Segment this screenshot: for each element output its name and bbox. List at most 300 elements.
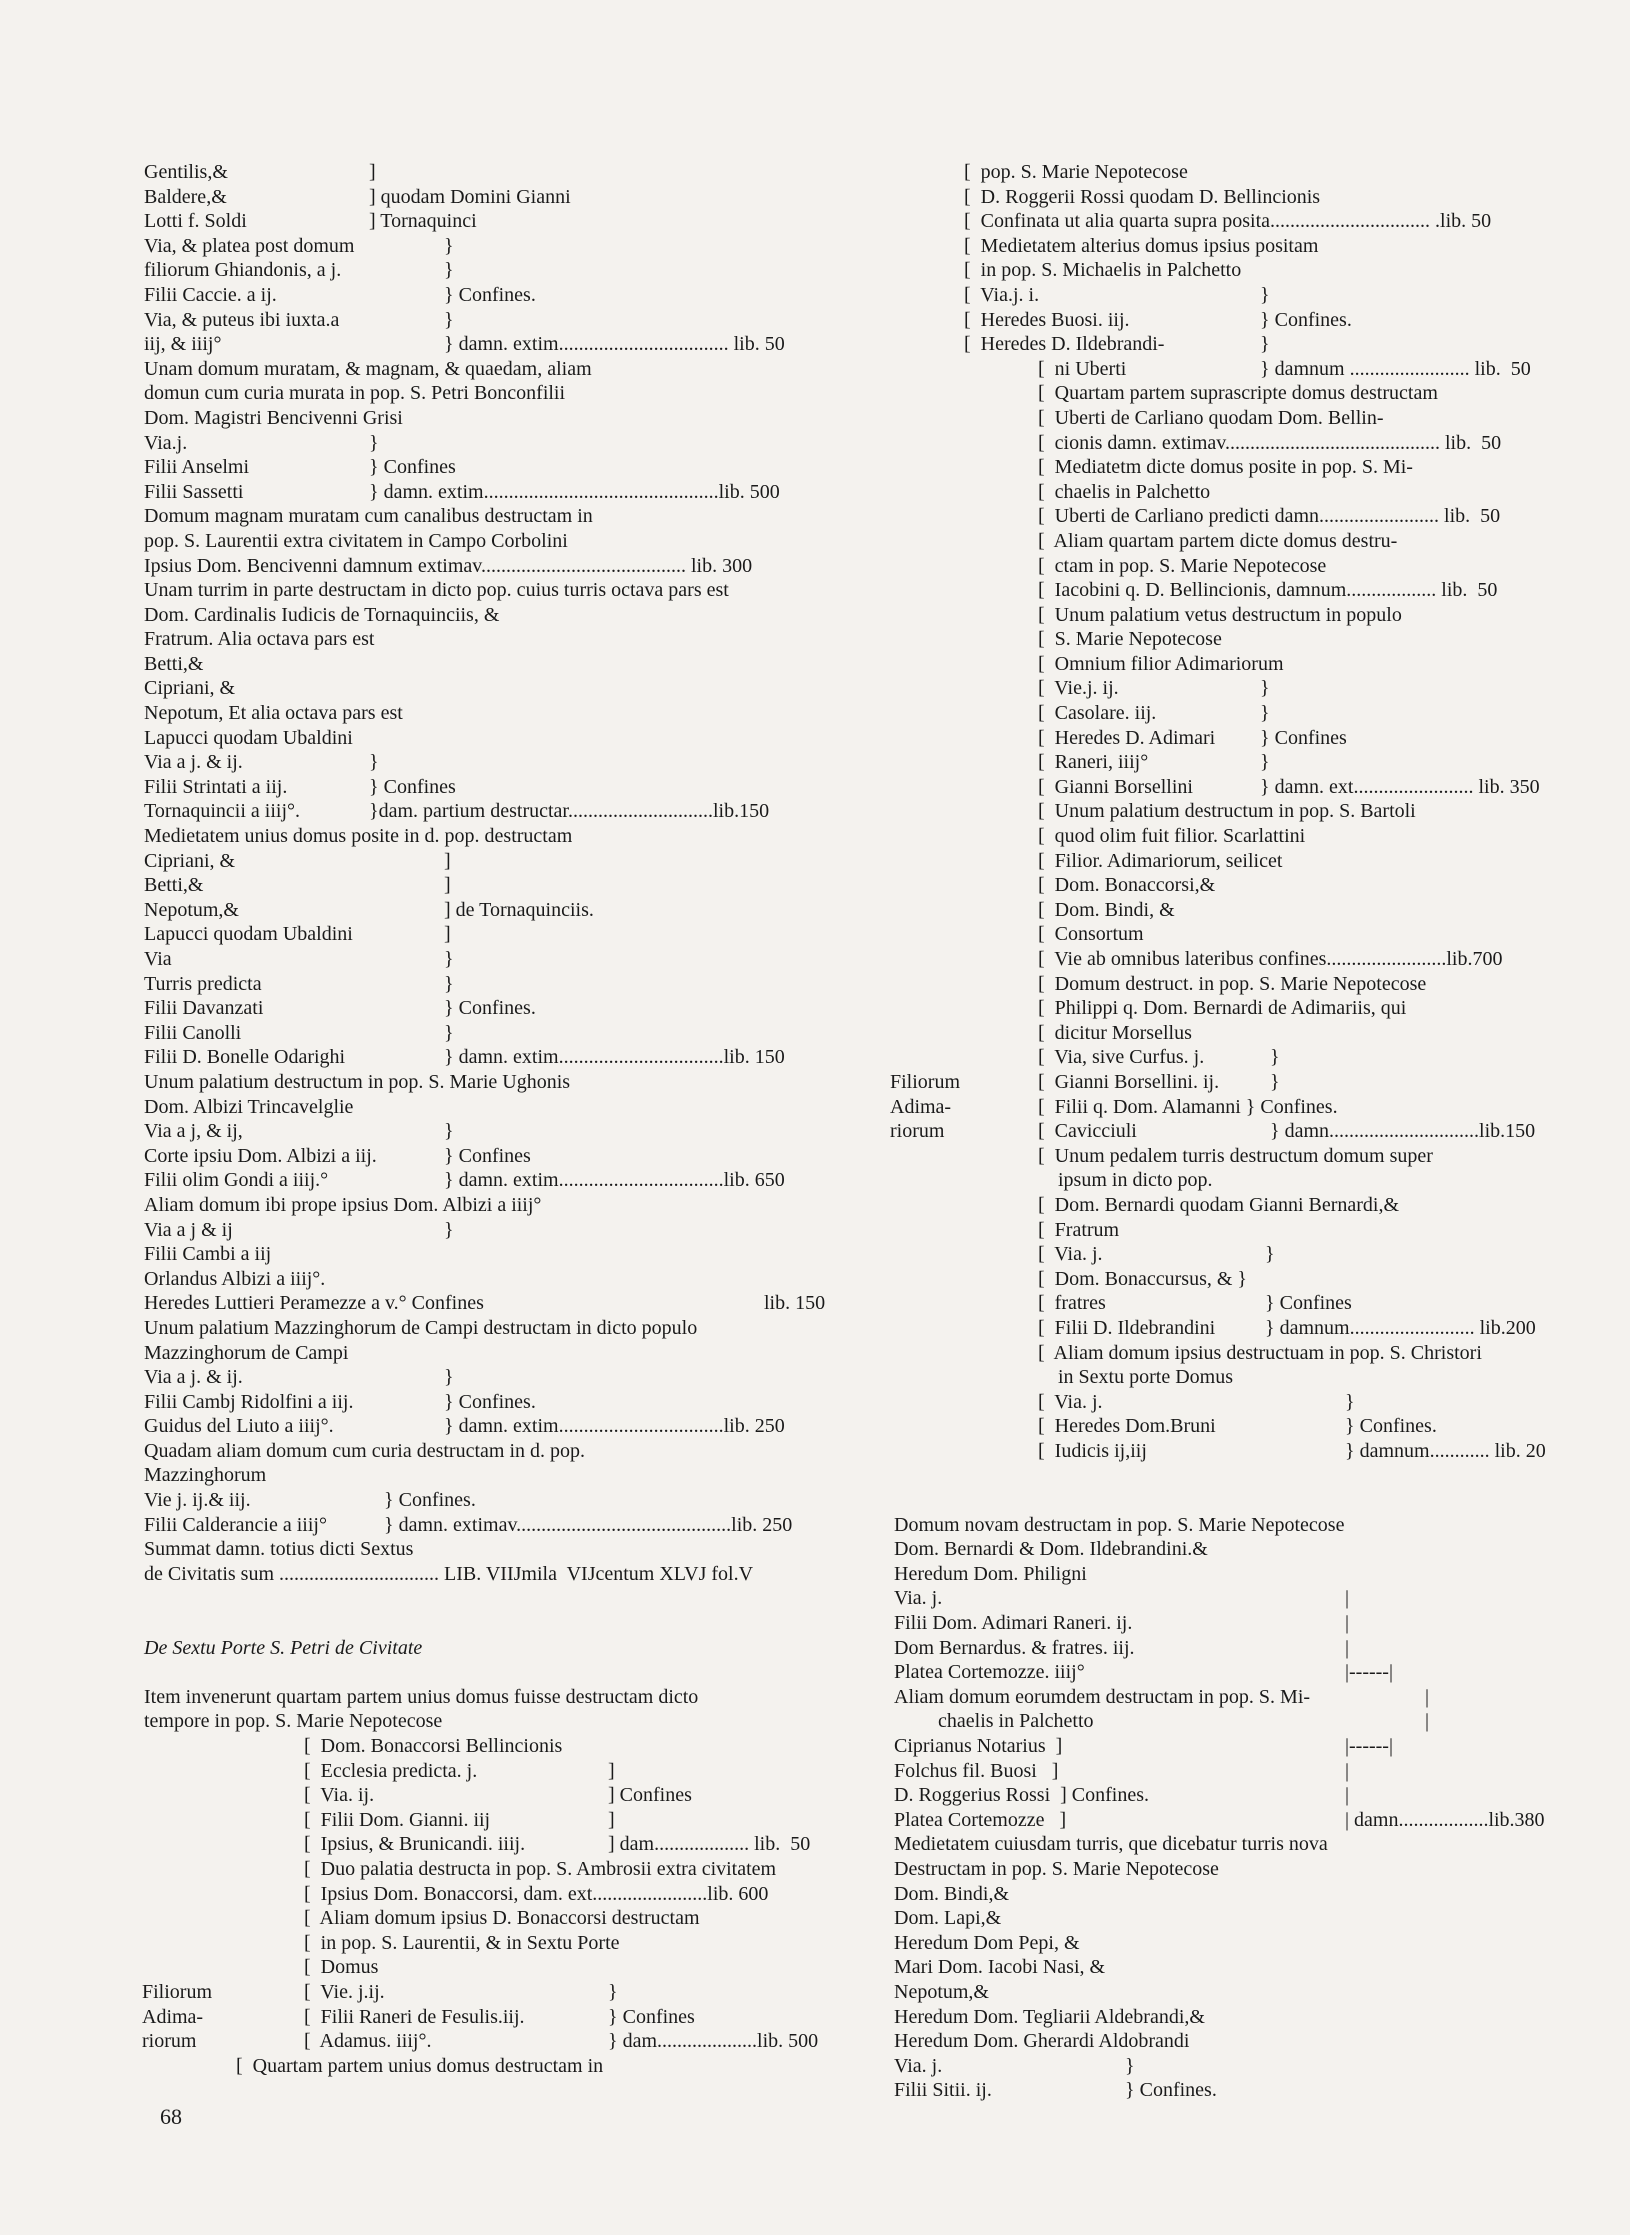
text-segment: } [369,751,379,774]
text-segment: [ Fratrum [1038,1218,1120,1241]
text-line [144,2005,844,2030]
text-segment: [ in pop. S. Laurentii, & in Sextu Porte [304,1931,620,1954]
text-line [144,627,844,652]
text-line [144,1906,844,1931]
text-segment: [ Unum palatium vetus destructum in populo [1038,603,1402,626]
text-segment: [ Ecclesia predicta. j. [304,1759,478,1782]
text-line [144,1045,844,1070]
text-line [144,455,844,480]
text-segment: |------| [1345,1661,1393,1684]
text-segment: } damnum......................... lib.200 [1265,1316,1536,1339]
text-segment: [ Cavicciuli [1038,1120,1137,1143]
text-line [890,1488,1600,1513]
text-line [890,2054,1600,2079]
text-line [144,283,844,308]
text-line [890,381,1600,406]
text-line [890,1414,1600,1439]
text-line [890,480,1600,505]
text-line [144,1267,844,1292]
text-segment: | [1345,1587,1350,1610]
text-segment: [ Heredes Dom.Bruni [1038,1415,1216,1438]
text-segment: Via a j & ij [144,1218,233,1241]
text-segment: [ ni Uberti [1038,357,1127,380]
text-line [890,357,1600,382]
text-line [144,1414,844,1439]
text-segment: Lotti f. Soldi [144,210,247,233]
text-segment: [ Uberti de Carliano predicti damn........................ lib. 50 [1038,505,1501,528]
text-line [144,1537,844,1562]
text-segment: Nepotum,& [144,898,239,921]
text-segment: Adima- [890,1095,952,1118]
text-segment: Filii Sassetti [144,480,244,503]
text-segment: } damn. extim.................................lib. 150 [444,1046,785,1069]
text-segment: Summat damn. totius dicti Sextus [144,1538,414,1561]
text-line [144,922,844,947]
text-line [144,1857,844,1882]
text-segment: [ Mediatetm dicte domus posite in pop. S. Mi- [1038,456,1413,479]
text-line [144,1882,844,1907]
text-segment: [ Heredes D. Adimari [1038,726,1216,749]
text-segment: } [1260,677,1270,700]
text-line [890,406,1600,431]
text-segment: [ Filii q. Dom. Alamanni } Confines. [1038,1095,1338,1118]
text-line [144,1144,844,1169]
text-segment: [ in pop. S. Michaelis in Palchetto [964,259,1242,282]
text-segment: } Confines [444,1144,531,1167]
text-line [890,1906,1600,1931]
text-segment: Orlandus Albizi a iiij°. [144,1267,326,1290]
text-line [144,824,844,849]
text-line [890,1341,1600,1366]
text-segment: ] dam................... lib. 50 [608,1833,811,1856]
text-segment: } [1345,1390,1355,1413]
text-segment: [ chaelis in Palchetto [1038,480,1211,503]
text-segment: } [1125,2054,1135,2077]
text-segment: } [444,234,454,257]
text-line [890,1218,1600,1243]
text-line [890,1365,1600,1390]
text-line [890,652,1600,677]
text-line [890,1808,1600,1833]
text-segment: } [1260,283,1270,306]
text-line [144,258,844,283]
text-segment: } Confines. [1125,2079,1217,2102]
text-segment: } [1270,1070,1280,1093]
text-segment: ] quodam Domini Gianni [369,185,571,208]
text-segment: [ quod olim fuit filior. Scarlattini [1038,825,1306,848]
text-segment: [ Unum palatium destructum in pop. S. Bartoli [1038,800,1416,823]
text-segment: } damn. extim.................................lib. 650 [444,1169,785,1192]
text-segment: domun cum curia murata in pop. S. Petri Bonconfilii [144,382,566,405]
text-segment: [ Duo palatia destructa in pop. S. Ambrosii extra civitatem [304,1857,777,1880]
left-column [144,160,844,2078]
text-segment: Dom Bernardus. & fratres. iij. [894,1636,1135,1659]
text-line [890,332,1600,357]
text-segment: Lapucci quodam Ubaldini [144,923,353,946]
text-segment: [ Gianni Borsellini [1038,775,1193,798]
text-segment: Domum novam destructam in pop. S. Marie Nepotecose [894,1513,1345,1536]
text-line [144,332,844,357]
text-segment: De Sextu Porte S. Petri de Civitate [144,1636,423,1659]
text-line [144,234,844,259]
text-segment: [ dicitur Morsellus [1038,1021,1192,1044]
text-segment: [ Vie. j.ij. [304,1980,385,2003]
text-line [144,701,844,726]
text-segment: [ Dom. Bonaccorsi,& [1038,874,1216,897]
text-segment: Unum palatium Mazzinghorum de Campi destructam in dicto populo [144,1316,698,1339]
text-line [890,1168,1600,1193]
text-segment: Heredes Luttieri Peramezze a v.° Confines [144,1292,484,1315]
text-segment: | [1425,1685,1430,1708]
text-line [890,1045,1600,1070]
text-segment: ] [369,161,376,183]
text-line [890,209,1600,234]
text-line [890,2078,1600,2103]
text-segment: } damnum............ lib. 20 [1345,1439,1546,1462]
text-segment: Unam turrim in parte destructam in dicto pop. cuius turris octava pars est [144,579,729,602]
text-segment: ] [608,1808,615,1831]
text-line [144,1734,844,1759]
text-segment: Filii Dom. Adimari Raneri. ij. [894,1612,1133,1635]
text-line [144,1808,844,1833]
text-line [144,750,844,775]
text-line [144,1611,844,1636]
text-line [890,1316,1600,1341]
text-line [144,1439,844,1464]
text-segment: [ S. Marie Nepotecose [1038,628,1222,651]
text-line [144,1931,844,1956]
text-segment: } damnum ........................ lib. 50 [1260,357,1531,380]
text-line [144,406,844,431]
text-line [144,652,844,677]
text-segment: Heredum Dom. Philigni [894,1562,1087,1585]
text-line [144,676,844,701]
text-segment: } Confines. [384,1489,476,1512]
text-line [890,258,1600,283]
text-segment: Betti,& [144,874,204,897]
text-segment: [ Ipsius Dom. Bonaccorsi, dam. ext.......................lib. 600 [304,1882,769,1905]
text-line [890,799,1600,824]
text-segment: ipsum in dicto pop. [1038,1169,1213,1192]
text-segment: ] [444,849,451,872]
text-segment: Dom. Magistri Bencivenni Grisi [144,406,403,429]
text-line [890,1734,1600,1759]
text-segment: Unam domum muratam, & magnam, & quaedam, aliam [144,357,592,380]
text-segment: Quadam aliam domum cum curia destructam in d. pop. [144,1439,585,1462]
text-segment: [ Vie.j. ij. [1038,677,1119,700]
text-segment: Domum magnam muratam cum canalibus destructam in [144,505,593,528]
text-line [144,1759,844,1784]
text-line [144,1832,844,1857]
text-segment: Via. j. [894,1587,943,1610]
text-segment: Filii Davanzati [144,997,264,1020]
text-line [890,1562,1600,1587]
text-line [890,1931,1600,1956]
text-segment: [ Via. j. [1038,1243,1103,1266]
text-line [890,1144,1600,1169]
text-line [144,381,844,406]
text-segment: [ Filii Raneri de Fesulis.iij. [304,2005,525,2028]
text-segment: } [444,259,454,282]
text-line [144,308,844,333]
text-segment: [ Via. ij. [304,1784,375,1807]
text-segment: Medietatem unius domus posite in d. pop. destructam [144,825,573,848]
text-line [890,554,1600,579]
text-segment: ] Confines [608,1784,692,1807]
text-segment: [ Iacobini q. D. Bellincionis, damnum.................. lib. 50 [1038,579,1498,602]
text-line [890,1611,1600,1636]
text-segment: iij, & iiij° [144,333,222,356]
text-line [144,357,844,382]
text-line [144,1021,844,1046]
text-segment: [ Dom. Bernardi quodam Gianni Bernardi,& [1038,1193,1400,1216]
text-segment: [ Uberti de Carliano quodam Dom. Bellin- [1038,406,1384,429]
text-segment: } Confines [369,456,456,479]
text-segment: | [1345,1784,1350,1807]
text-segment: Filii Cambi a iij [144,1243,272,1266]
text-segment: | [1345,1759,1350,1782]
text-line [144,554,844,579]
text-line [890,455,1600,480]
text-line [144,1193,844,1218]
text-segment: |------| [1345,1735,1393,1757]
text-segment: [ Dom. Bindi, & [1038,898,1175,921]
text-line [890,185,1600,210]
text-segment: tempore in pop. S. Marie Nepotecose [144,1710,443,1733]
text-segment: } [1265,1243,1275,1266]
text-line [890,676,1600,701]
text-segment: } Confines. [444,283,536,306]
text-segment: [ pop. S. Marie Nepotecose [964,161,1188,183]
text-line [890,947,1600,972]
text-segment: [ Consortum [1038,923,1144,946]
text-line [144,209,844,234]
text-line [144,1070,844,1095]
text-segment: [ Omnium filior Adimariorum [1038,652,1284,675]
text-line [144,1463,844,1488]
text-line [890,1021,1600,1046]
text-segment: } [444,1120,454,1143]
text-segment: [ Casolare. iij. [1038,702,1157,725]
text-segment: }dam. partium destructar.............................lib.150 [369,800,770,823]
text-line [890,308,1600,333]
text-line [890,1291,1600,1316]
text-segment: Item invenerunt quartam partem unius domus fuisse destructam dicto [144,1685,699,1708]
text-segment: [ Aliam domum ipsius destructuam in pop. S. Christori [1038,1341,1482,1364]
text-segment: } [444,972,454,995]
text-line [890,1759,1600,1784]
text-line [144,185,844,210]
text-line [890,160,1600,185]
text-line [144,1095,844,1120]
text-line [890,1119,1600,1144]
text-segment: Adima- [142,2005,204,2028]
text-segment: Mazzinghorum de Campi [144,1341,349,1364]
text-segment: Ciprianus Notarius ] [894,1735,1063,1757]
text-segment: [ Vie ab omnibus lateribus confines........................lib.700 [1038,948,1503,970]
text-line [890,1267,1600,1292]
text-line [144,1390,844,1415]
text-line [890,996,1600,1021]
text-line [890,1586,1600,1611]
text-segment: } Confines. [444,997,536,1020]
text-segment: Via a j, & ij, [144,1120,243,1143]
text-segment: [ Raneri, iiij° [1038,751,1149,774]
text-line [144,775,844,800]
text-segment: [ Aliam domum ipsius D. Bonaccorsi destructam [304,1907,700,1930]
text-line [890,849,1600,874]
text-line [144,529,844,554]
text-segment: [ cionis damn. extimav........................................... lib. 50 [1038,431,1502,454]
text-segment: [ Dom. Bonaccorsi Bellincionis [304,1735,563,1757]
text-segment: } [444,948,454,970]
text-segment: Tornaquincii a iiij°. [144,800,301,823]
text-line [890,824,1600,849]
text-line [890,578,1600,603]
text-segment: Mari Dom. Iacobi Nasi, & [894,1956,1106,1979]
text-line [890,1832,1600,1857]
text-segment: [ Domum destruct. in pop. S. Marie Nepotecose [1038,972,1427,995]
text-line [144,1488,844,1513]
text-segment: } damn. extimav...........................................lib. 250 [384,1513,793,1536]
text-segment: [ Filior. Adimariorum, seilicet [1038,849,1283,872]
text-segment: Gentilis,& [144,161,228,183]
text-line [890,1439,1600,1464]
text-segment: Heredum Dom. Tegliarii Aldebrandi,& [894,2005,1205,2028]
text-segment: } [1260,751,1270,774]
text-line [890,1463,1600,1488]
text-line [890,775,1600,800]
text-segment: } damn. extim...............................................lib. 500 [369,480,780,503]
text-line [144,1783,844,1808]
text-segment: | damn..................lib.380 [1345,1808,1545,1831]
text-segment: Cipriani, & [144,677,236,700]
text-segment: Mazzinghorum [144,1464,267,1487]
text-line [890,898,1600,923]
text-segment: Dom. Lapi,& [894,1907,1002,1930]
text-line [144,1341,844,1366]
text-segment: Folchus fil. Buosi ] [894,1759,1059,1782]
text-segment: lib. 150 [764,1292,826,1315]
text-segment: ] Tornaquinci [369,210,477,233]
text-segment: Dom. Bernardi & Dom. Ildebrandini.& [894,1538,1208,1561]
text-segment: } damn. extim.................................. lib. 50 [444,333,785,356]
text-line [890,1857,1600,1882]
text-segment: [ ctam in pop. S. Marie Nepotecose [1038,554,1327,577]
text-segment: [ fratres [1038,1292,1106,1315]
text-segment: filiorum Ghiandonis, a j. [144,259,342,282]
text-line [144,799,844,824]
text-line [144,873,844,898]
text-line [144,1513,844,1538]
text-segment: } dam....................lib. 500 [608,2030,819,2053]
text-segment: [ Confinata ut alia quarta supra posita................................ .lib. 50 [964,210,1492,233]
text-segment: } damn. extim.................................lib. 250 [444,1415,785,1438]
text-segment: Filii Cambj Ridolfini a iij. [144,1390,354,1413]
text-line [144,1709,844,1734]
text-segment: } Confines. [444,1390,536,1413]
text-line [890,1783,1600,1808]
text-segment: } damn. ext........................ lib. 350 [1260,775,1540,798]
text-line [144,1562,844,1587]
text-line [890,1709,1600,1734]
page-number: 68 [160,2104,182,2129]
text-segment: de Civitatis sum ................................ LIB. VIIJmila VIJcentum XLVJ fol.V [144,1562,754,1585]
text-line [890,431,1600,456]
text-segment: [ Filii Dom. Gianni. iij [304,1808,491,1831]
text-line [890,1242,1600,1267]
text-segment: in Sextu porte Domus [1038,1366,1233,1389]
text-segment: [ Adamus. iiij°. [304,2030,432,2053]
text-line [144,1365,844,1390]
text-segment: Unum palatium destructum in pop. S. Marie Ughonis [144,1070,571,1093]
text-segment: [ Filii D. Ildebrandini [1038,1316,1216,1339]
text-line [890,701,1600,726]
text-segment: Turris predicta [144,972,262,995]
text-segment: } Confines [608,2005,695,2028]
text-line [144,1636,844,1661]
text-segment: Via.j. [144,431,188,454]
text-line [890,1095,1600,1120]
text-line [890,1685,1600,1710]
text-segment: } Confines [1265,1292,1352,1315]
text-segment: Filii Strintati a iij. [144,775,288,798]
text-line [144,1980,844,2005]
text-line [144,480,844,505]
text-line [890,1193,1600,1218]
text-segment: [ Via, sive Curfus. j. [1038,1046,1205,1069]
text-segment: Betti,& [144,652,204,675]
text-segment: } [369,431,379,454]
text-line [890,1390,1600,1415]
text-segment: ] [444,923,451,946]
text-segment: riorum [142,2030,197,2053]
text-line [144,972,844,997]
text-segment: [ Ipsius, & Brunicandi. iiij. [304,1833,526,1856]
text-segment: Filiorum [142,1980,213,2003]
text-segment: } Confines. [1260,308,1352,331]
text-segment: } damn..............................lib.150 [1270,1120,1536,1143]
text-segment: Via. j. [894,2054,943,2077]
text-segment: [ Via. j. [1038,1390,1103,1413]
text-line [144,1291,844,1316]
text-line [890,1882,1600,1907]
text-segment: Heredum Dom. Gherardi Aldobrandi [894,2030,1190,2053]
text-line [890,873,1600,898]
text-segment: [ Unum pedalem turris destructum domum super [1038,1144,1433,1167]
text-segment: Guidus del Liuto a iiij°. [144,1415,334,1438]
text-line [890,1660,1600,1685]
text-line [890,234,1600,259]
text-line [144,2029,844,2054]
text-line [890,1537,1600,1562]
text-line [144,1685,844,1710]
text-line [890,1955,1600,1980]
text-segment: pop. S. Laurentii extra civitatem in Campo Corbolini [144,529,568,552]
text-segment: Nepotum, Et alia octava pars est [144,702,403,725]
text-segment: Dom. Cardinalis Iudicis de Tornaquinciis, & [144,603,500,626]
text-segment: Fratrum. Alia octava pars est [144,628,375,651]
text-line [144,1119,844,1144]
text-segment: Platea Cortemozze ] [894,1808,1067,1831]
text-segment: [ Heredes D. Ildebrandi- [964,333,1165,356]
text-line [890,504,1600,529]
text-segment: [ Domus [304,1956,379,1979]
text-segment: Via, & puteus ibi iuxta.a [144,308,340,331]
text-line [890,1636,1600,1661]
text-line [890,627,1600,652]
text-segment: | [1425,1710,1430,1733]
